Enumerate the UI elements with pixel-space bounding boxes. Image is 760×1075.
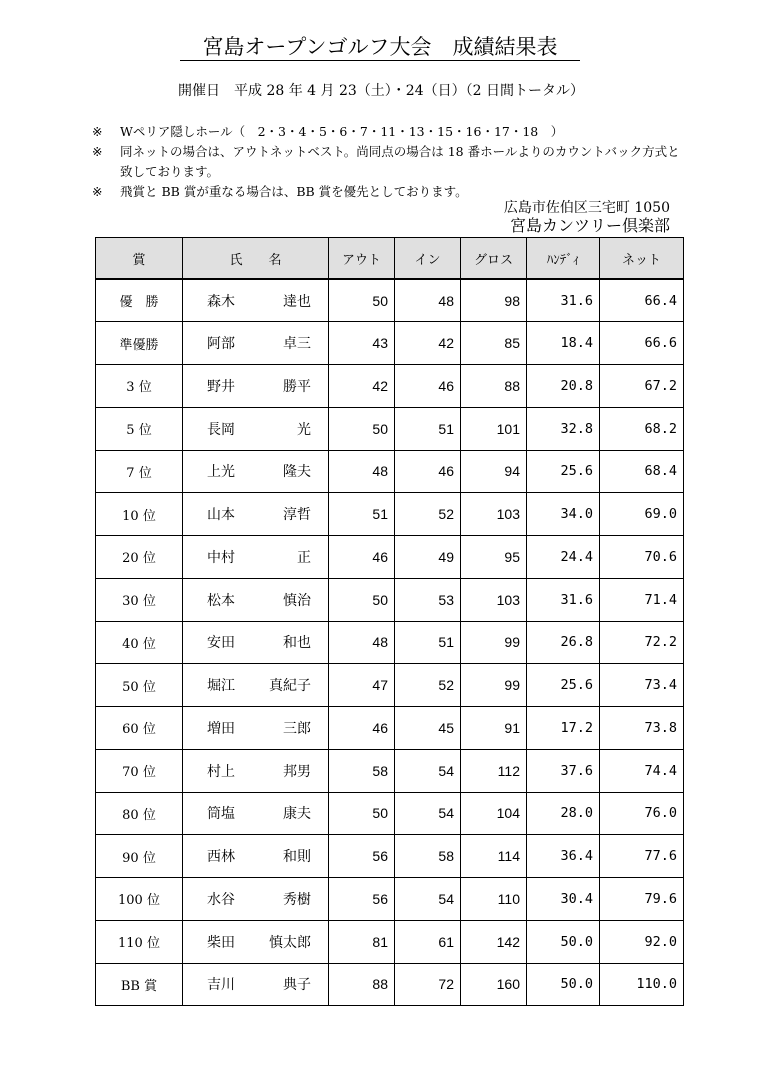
note-text: Wペリア隠しホール（ 2・3・4・5・6・7・11・13・15・16・17・18 ） (120, 124, 564, 139)
handicap-cell: 37.6 (527, 749, 600, 792)
family-name: 中村 (207, 549, 235, 566)
family-name: 吉川 (207, 977, 235, 994)
out-cell: 50 (329, 792, 395, 835)
gross-cell: 103 (461, 578, 527, 621)
name-cell (183, 322, 329, 365)
handicap-cell: 50.0 (527, 963, 600, 1006)
table-row (96, 835, 684, 878)
prize-cell: 優 勝 (96, 279, 183, 322)
net-cell: 67.2 (600, 365, 684, 408)
net-cell: 73.8 (600, 707, 684, 750)
family-name: 筒塩 (207, 806, 235, 823)
out-cell: 47 (329, 664, 395, 707)
net-cell: 73.4 (600, 664, 684, 707)
gross-cell: 110 (461, 878, 527, 921)
in-cell: 52 (395, 493, 461, 536)
gross-cell: 104 (461, 792, 527, 835)
results-table (95, 237, 684, 1006)
note-mark: ※ (92, 144, 103, 159)
given-name: 達也 (283, 293, 311, 310)
prize-cell: 80 位 (96, 792, 183, 835)
net-cell: 68.4 (600, 450, 684, 493)
out-cell: 81 (329, 920, 395, 963)
out-cell: 48 (329, 621, 395, 664)
name-cell (183, 749, 329, 792)
family-name: 水谷 (207, 891, 235, 908)
table-row (96, 365, 684, 408)
in-cell: 46 (395, 365, 461, 408)
table-row (96, 664, 684, 707)
gross-cell: 160 (461, 963, 527, 1006)
prize-cell: 準優勝 (96, 322, 183, 365)
given-name: 和也 (283, 635, 311, 652)
prize-cell: 90 位 (96, 835, 183, 878)
gross-cell: 88 (461, 365, 527, 408)
handicap-cell: 25.6 (527, 664, 600, 707)
net-cell: 92.0 (600, 920, 684, 963)
given-name: 正 (297, 549, 311, 566)
name-cell (183, 493, 329, 536)
in-cell: 48 (395, 279, 461, 322)
in-cell: 54 (395, 878, 461, 921)
name-cell (183, 878, 329, 921)
name-cell (183, 621, 329, 664)
table-row (96, 878, 684, 921)
prize-cell: 3 位 (96, 365, 183, 408)
header-out: アウト (329, 238, 395, 280)
table-header-row (96, 238, 684, 280)
net-cell: 71.4 (600, 578, 684, 621)
name-cell (183, 707, 329, 750)
in-cell: 61 (395, 920, 461, 963)
in-cell: 58 (395, 835, 461, 878)
in-cell: 45 (395, 707, 461, 750)
in-cell: 54 (395, 749, 461, 792)
out-cell: 48 (329, 450, 395, 493)
in-cell: 54 (395, 792, 461, 835)
out-cell: 50 (329, 407, 395, 450)
handicap-cell: 34.0 (527, 493, 600, 536)
handicap-cell: 24.4 (527, 536, 600, 579)
given-name: 康夫 (283, 806, 311, 823)
prize-cell: 5 位 (96, 407, 183, 450)
prize-cell: 10 位 (96, 493, 183, 536)
given-name: 邦男 (283, 763, 311, 780)
prize-cell: 100 位 (96, 878, 183, 921)
header-in: イン (395, 238, 461, 280)
handicap-cell: 28.0 (527, 792, 600, 835)
handicap-cell: 32.8 (527, 407, 600, 450)
table-row (96, 407, 684, 450)
name-cell (183, 963, 329, 1006)
net-cell: 70.6 (600, 536, 684, 579)
in-cell: 46 (395, 450, 461, 493)
given-name: 卓三 (283, 336, 311, 353)
handicap-cell: 31.6 (527, 279, 600, 322)
note-text: 同ネットの場合は、アウトネットベスト。尚同点の場合は 18 番ホールよりのカウントバック方式と致しております。 (120, 144, 680, 179)
in-cell: 51 (395, 621, 461, 664)
given-name: 淳哲 (283, 507, 311, 524)
header-name: 氏 名 (183, 238, 329, 280)
event-dates: 開催日 平成 28 年 4 月 23（土）・24（日）（2 日間トータル） (178, 83, 584, 99)
net-cell: 66.4 (600, 279, 684, 322)
gross-cell: 112 (461, 749, 527, 792)
prize-cell: 20 位 (96, 536, 183, 579)
name-cell (183, 835, 329, 878)
net-cell: 76.0 (600, 792, 684, 835)
header-prize: 賞 (96, 238, 183, 280)
handicap-cell: 31.6 (527, 578, 600, 621)
net-cell: 74.4 (600, 749, 684, 792)
family-name: 村上 (207, 763, 235, 780)
family-name: 松本 (207, 592, 235, 609)
prize-cell: 50 位 (96, 664, 183, 707)
title-text: 宮島オープンゴルフ大会 成績結果表 (180, 35, 579, 61)
gross-cell: 142 (461, 920, 527, 963)
prize-cell: 70 位 (96, 749, 183, 792)
out-cell: 88 (329, 963, 395, 1006)
table-body (96, 279, 684, 1006)
out-cell: 42 (329, 365, 395, 408)
handicap-cell: 50.0 (527, 920, 600, 963)
name-cell (183, 792, 329, 835)
given-name: 慎太郎 (269, 934, 311, 951)
prize-cell: 110 位 (96, 920, 183, 963)
header-handicap: ﾊﾝﾃﾞｨ (527, 238, 600, 280)
gross-cell: 101 (461, 407, 527, 450)
prize-cell: BB 賞 (96, 963, 183, 1006)
table-row (96, 493, 684, 536)
gross-cell: 85 (461, 322, 527, 365)
handicap-cell: 25.6 (527, 450, 600, 493)
table-row (96, 322, 684, 365)
out-cell: 58 (329, 749, 395, 792)
handicap-cell: 36.4 (527, 835, 600, 878)
table-row (96, 792, 684, 835)
gross-cell: 99 (461, 621, 527, 664)
out-cell: 46 (329, 536, 395, 579)
net-cell: 72.2 (600, 621, 684, 664)
given-name: 光 (297, 421, 311, 438)
table-row (96, 536, 684, 579)
family-name: 山本 (207, 507, 235, 524)
family-name: 安田 (207, 635, 235, 652)
given-name: 勝平 (283, 378, 311, 395)
net-cell: 68.2 (600, 407, 684, 450)
table-row (96, 707, 684, 750)
table-row (96, 450, 684, 493)
family-name: 野井 (207, 378, 235, 395)
name-cell (183, 450, 329, 493)
in-cell: 53 (395, 578, 461, 621)
gross-cell: 98 (461, 279, 527, 322)
document-title (0, 34, 760, 60)
table-row (96, 963, 684, 1006)
header-net: ネット (600, 238, 684, 280)
gross-cell: 95 (461, 536, 527, 579)
prize-cell: 30 位 (96, 578, 183, 621)
family-name: 西林 (207, 849, 235, 866)
handicap-cell: 17.2 (527, 707, 600, 750)
table-row (96, 621, 684, 664)
given-name: 真紀子 (269, 678, 311, 695)
name-cell (183, 365, 329, 408)
handicap-cell: 18.4 (527, 322, 600, 365)
out-cell: 46 (329, 707, 395, 750)
handicap-cell: 26.8 (527, 621, 600, 664)
note-mark: ※ (92, 124, 103, 139)
name-cell (183, 664, 329, 707)
given-name: 和則 (283, 849, 311, 866)
family-name: 阿部 (207, 336, 235, 353)
name-cell (183, 407, 329, 450)
handicap-cell: 20.8 (527, 365, 600, 408)
out-cell: 51 (329, 493, 395, 536)
name-cell (183, 279, 329, 322)
family-name: 森木 (207, 293, 235, 310)
out-cell: 50 (329, 578, 395, 621)
header-gross: グロス (461, 238, 527, 280)
in-cell: 42 (395, 322, 461, 365)
gross-cell: 91 (461, 707, 527, 750)
prize-cell: 60 位 (96, 707, 183, 750)
gross-cell: 103 (461, 493, 527, 536)
given-name: 典子 (283, 977, 311, 994)
family-name: 増田 (207, 720, 235, 737)
note-item (92, 122, 692, 142)
given-name: 秀樹 (283, 891, 311, 908)
net-cell: 79.6 (600, 878, 684, 921)
name-cell (183, 920, 329, 963)
out-cell: 56 (329, 878, 395, 921)
net-cell: 66.6 (600, 322, 684, 365)
given-name: 隆夫 (283, 464, 311, 481)
net-cell: 69.0 (600, 493, 684, 536)
net-cell: 77.6 (600, 835, 684, 878)
note-item (92, 142, 692, 182)
table-row (96, 578, 684, 621)
notes (92, 122, 692, 202)
net-cell: 110.0 (600, 963, 684, 1006)
club-address: 広島市佐伯区三宅町 1050 (503, 200, 670, 216)
gross-cell: 114 (461, 835, 527, 878)
name-cell (183, 578, 329, 621)
out-cell: 43 (329, 322, 395, 365)
table-row (96, 279, 684, 322)
in-cell: 72 (395, 963, 461, 1006)
handicap-cell: 30.4 (527, 878, 600, 921)
table-row (96, 749, 684, 792)
family-name: 長岡 (207, 421, 235, 438)
in-cell: 52 (395, 664, 461, 707)
in-cell: 49 (395, 536, 461, 579)
note-text: 飛賞と BB 賞が重なる場合は、BB 賞を優先としております。 (120, 184, 468, 199)
given-name: 三郎 (283, 720, 311, 737)
club-name: 宮島カンツリー倶楽部 (509, 216, 670, 235)
out-cell: 56 (329, 835, 395, 878)
given-name: 慎治 (283, 592, 311, 609)
prize-cell: 7 位 (96, 450, 183, 493)
name-cell (183, 536, 329, 579)
prize-cell: 40 位 (96, 621, 183, 664)
gross-cell: 94 (461, 450, 527, 493)
gross-cell: 99 (461, 664, 527, 707)
family-name: 上光 (207, 464, 235, 481)
table-row (96, 920, 684, 963)
family-name: 柴田 (207, 934, 235, 951)
family-name: 堀江 (207, 678, 235, 695)
note-mark: ※ (92, 184, 103, 199)
in-cell: 51 (395, 407, 461, 450)
out-cell: 50 (329, 279, 395, 322)
